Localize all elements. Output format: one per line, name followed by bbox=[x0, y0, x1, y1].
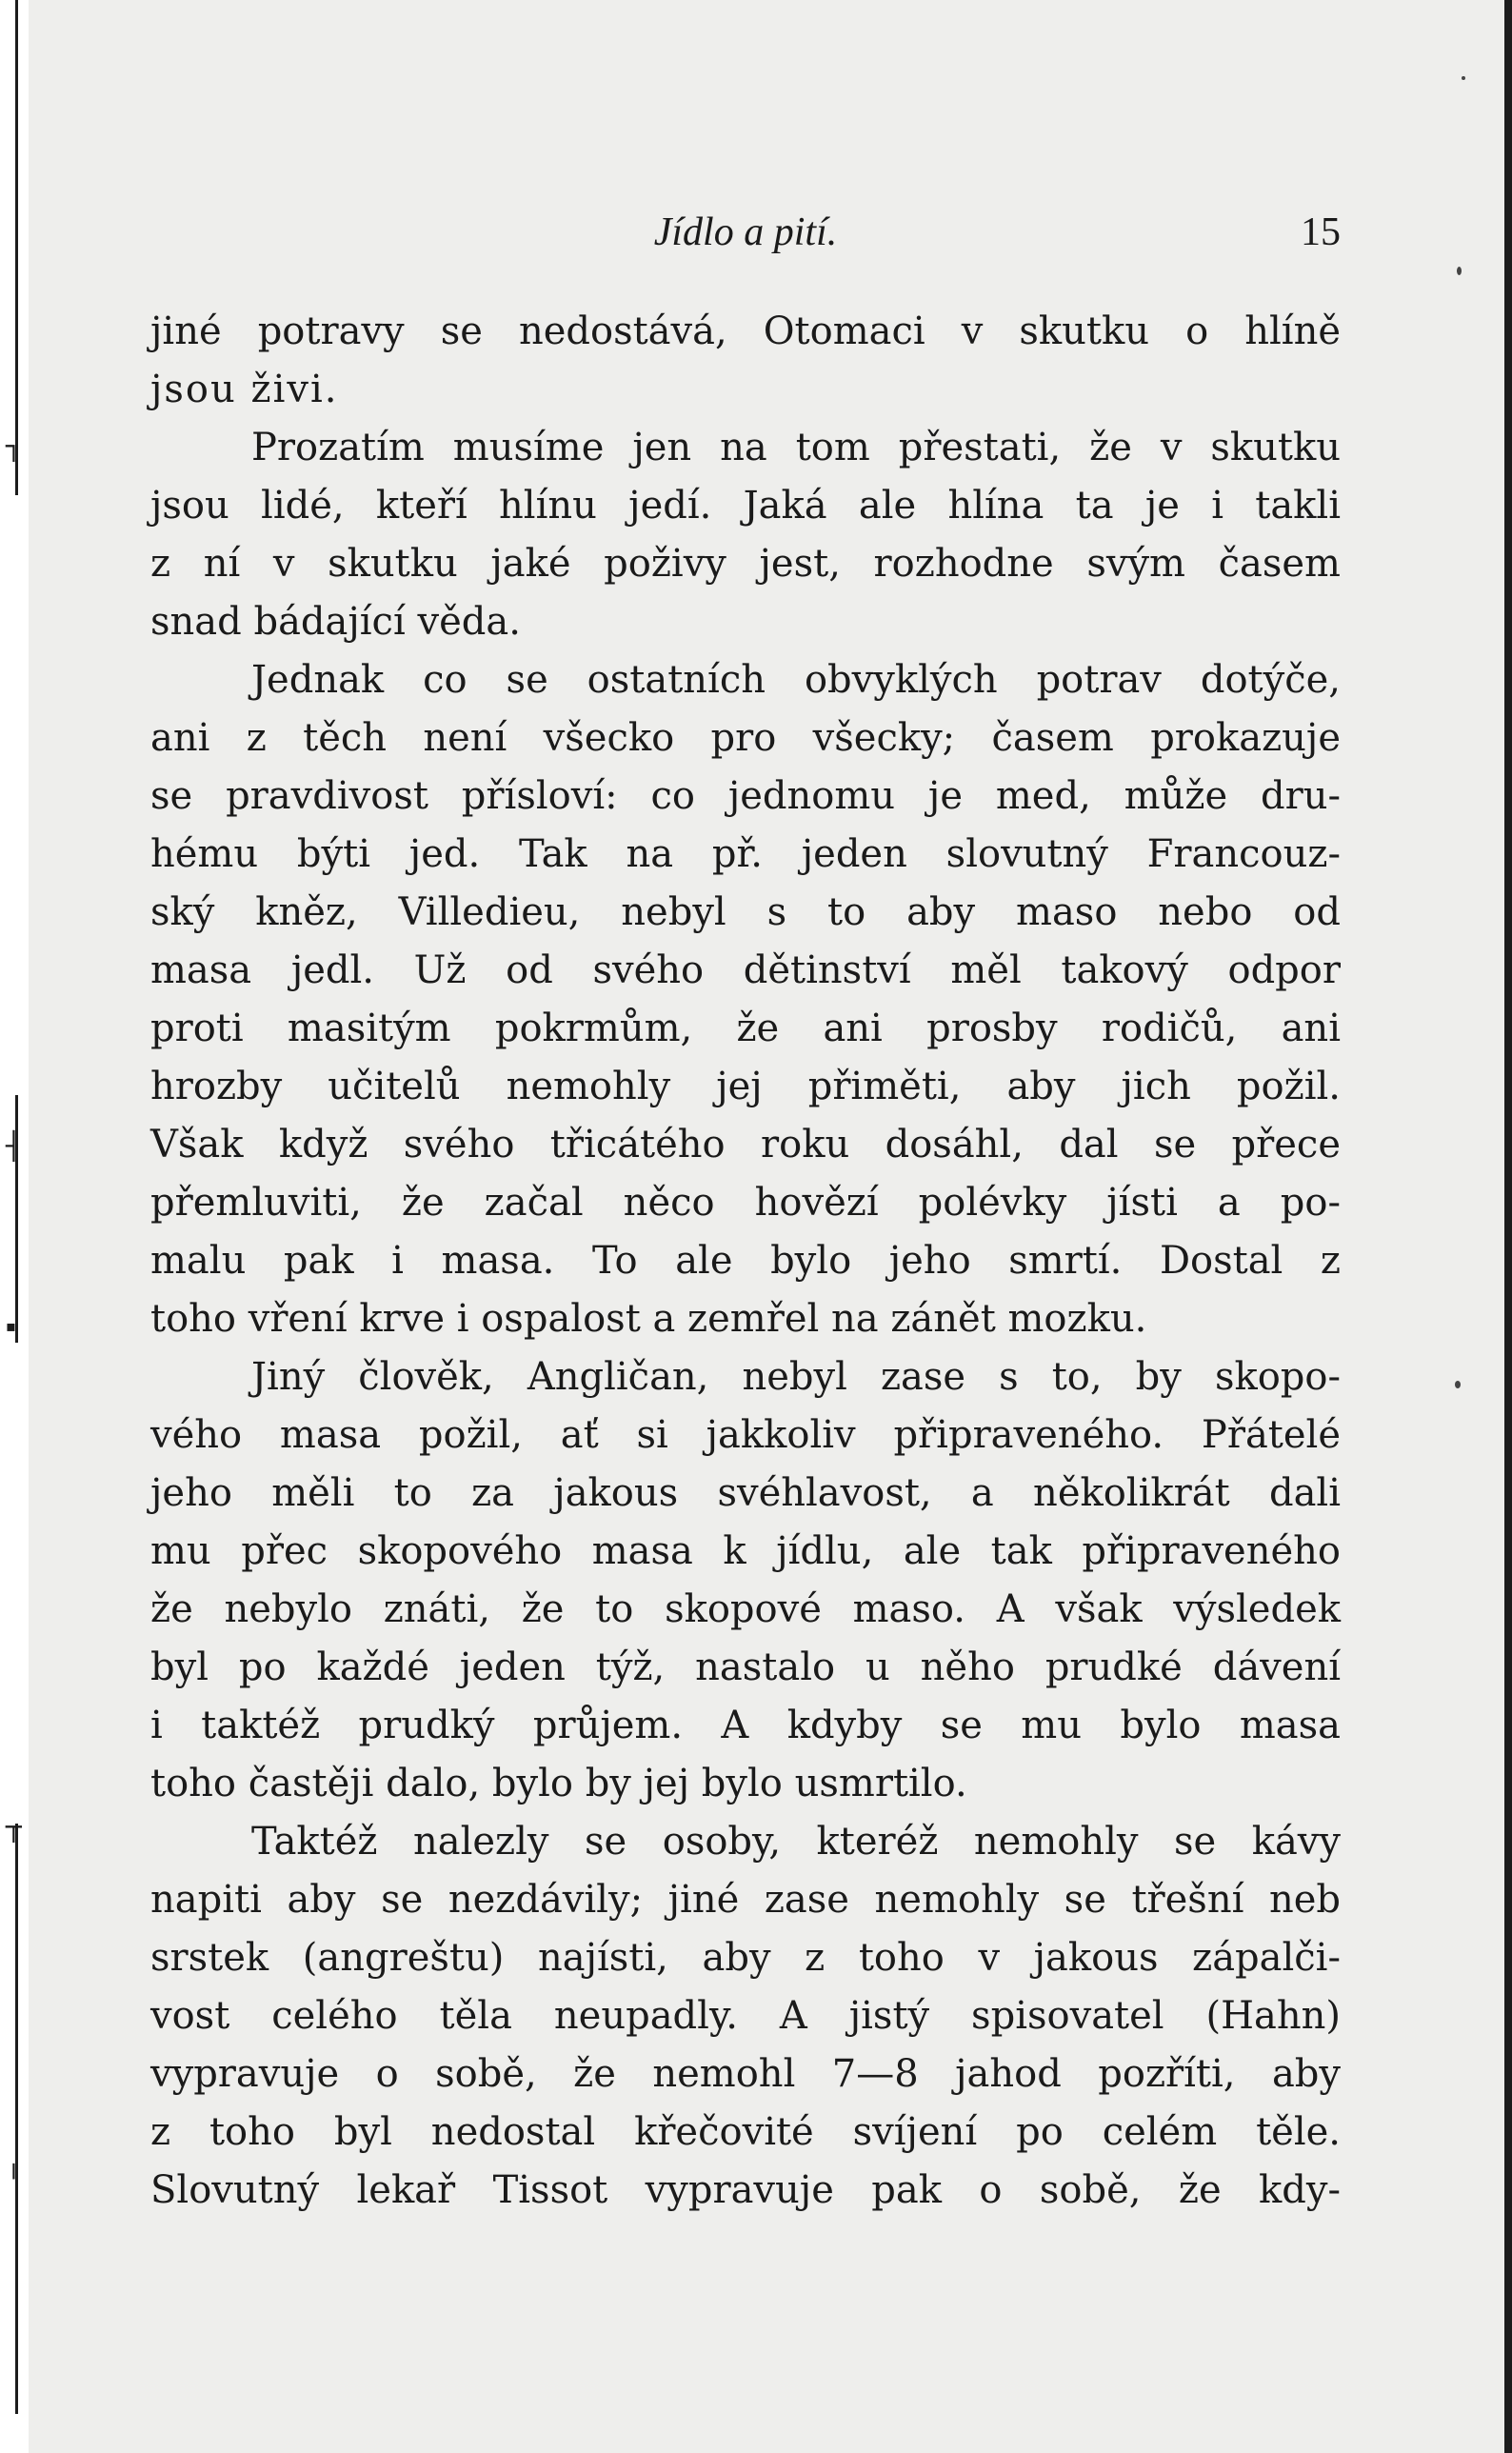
text-line: byl po každé jeden týž, nastalo u něho prudké dávení bbox=[150, 1645, 1341, 1689]
text-line: ský kněz, Villedieu, nebyl s to aby maso nebo od bbox=[150, 890, 1341, 934]
body-text bbox=[150, 303, 1341, 2220]
text-line: proti masitým pokrmům, že ani prosby rodičů, ani bbox=[150, 1007, 1341, 1050]
text-line: že nebylo znáti, že to skopové maso. A však výsledek bbox=[150, 1587, 1341, 1631]
scan-speck bbox=[1455, 1381, 1461, 1388]
margin-mark: ┬ bbox=[6, 1811, 22, 1843]
text-line: se pravdivost přísloví: co jednomu je med, může dru- bbox=[150, 774, 1341, 818]
binding-rule-top bbox=[15, 0, 18, 495]
text-line: hrozby učitelů nemohly jej přiměti, aby jich požil. bbox=[150, 1065, 1341, 1108]
page-header bbox=[150, 208, 1341, 265]
text-line: Však když svého třicátého roku dosáhl, dal se přece bbox=[150, 1123, 1341, 1167]
text-line: přemluviti, že začal něco hovězí polévky jísti a po- bbox=[150, 1181, 1341, 1225]
running-head: Jídlo a pití. bbox=[653, 210, 838, 254]
text-line: jiné potravy se nedostává, Otomaci v skutku o hlíně bbox=[150, 309, 1341, 353]
text-line: jsou živi. bbox=[150, 368, 339, 411]
margin-mark: ┐ bbox=[6, 430, 22, 462]
text-line: snad bádající věda. bbox=[150, 600, 521, 644]
text-line: vého masa požil, ať si jakkoliv připraveného. Přátelé bbox=[150, 1413, 1341, 1457]
text-line: i taktéž prudký průjem. A kdyby se mu bylo masa bbox=[150, 1704, 1341, 1747]
scan-left-margin bbox=[0, 0, 29, 2453]
text-line: Prozatím musíme jen na tom přestati, že v skutku bbox=[251, 426, 1341, 469]
text-line: mu přec skopového masa k jídlu, ale tak připraveného bbox=[150, 1529, 1341, 1573]
text-line: toho častěji dalo, bylo by jej bylo usmrtilo. bbox=[150, 1762, 967, 1805]
margin-mark: ┤ bbox=[6, 1130, 22, 1162]
text-line: napiti aby se nezdávily; jiné zase nemohly se třešní neb bbox=[150, 1878, 1341, 1922]
text-line: vost celého těla neupadly. A jistý spisovatel (Hahn) bbox=[150, 1994, 1341, 2038]
text-line: vypravuje o sobě, že nemohl 7—8 jahod pozříti, aby bbox=[150, 2052, 1341, 2096]
scan-speck bbox=[1457, 267, 1462, 275]
page-number: 15 bbox=[1301, 210, 1341, 254]
text-line: Jiný člověk, Angličan, nebyl zase s to, by skopo- bbox=[251, 1355, 1341, 1399]
scan-speck bbox=[1462, 76, 1465, 80]
text-line: Slovutný lekař Tissot vypravuje pak o sobě, že kdy- bbox=[150, 2168, 1341, 2212]
binding-rule-bottom bbox=[15, 1824, 18, 2414]
text-line: srstek (angreštu) najísti, aby z toho v jakous zápalči- bbox=[150, 1936, 1341, 1980]
margin-mark: ▪ bbox=[6, 1317, 16, 1335]
text-line: z toho byl nedostal křečovité svíjení po celém těle. bbox=[150, 2110, 1341, 2154]
text-line: masa jedl. Už od svého dětinství měl takový odpor bbox=[150, 948, 1341, 992]
scan-right-edge bbox=[1504, 0, 1512, 2453]
text-line: jeho měli to za jakous svéhlavost, a několikrát dali bbox=[150, 1471, 1341, 1515]
margin-mark: ╵ bbox=[6, 2164, 22, 2195]
text-line: malu pak i masa. To ale bylo jeho smrtí. Dostal z bbox=[150, 1239, 1341, 1283]
text-line: ani z těch není všecko pro všecky; časem prokazuje bbox=[150, 716, 1341, 760]
text-line: Taktéž nalezly se osoby, kteréž nemohly se kávy bbox=[251, 1820, 1341, 1864]
text-line: toho vření krve i ospalost a zemřel na zánět mozku. bbox=[150, 1297, 1147, 1341]
text-line: jsou lidé, kteří hlínu jedí. Jaká ale hlína ta je i takli bbox=[150, 484, 1341, 528]
text-line: Jednak co se ostatních obvyklých potrav dotýče, bbox=[251, 658, 1341, 702]
text-line: z ní v skutku jaké poživy jest, rozhodne svým časem bbox=[150, 542, 1341, 586]
text-line: hému býti jed. Tak na př. jeden slovutný Francouz- bbox=[150, 832, 1341, 876]
